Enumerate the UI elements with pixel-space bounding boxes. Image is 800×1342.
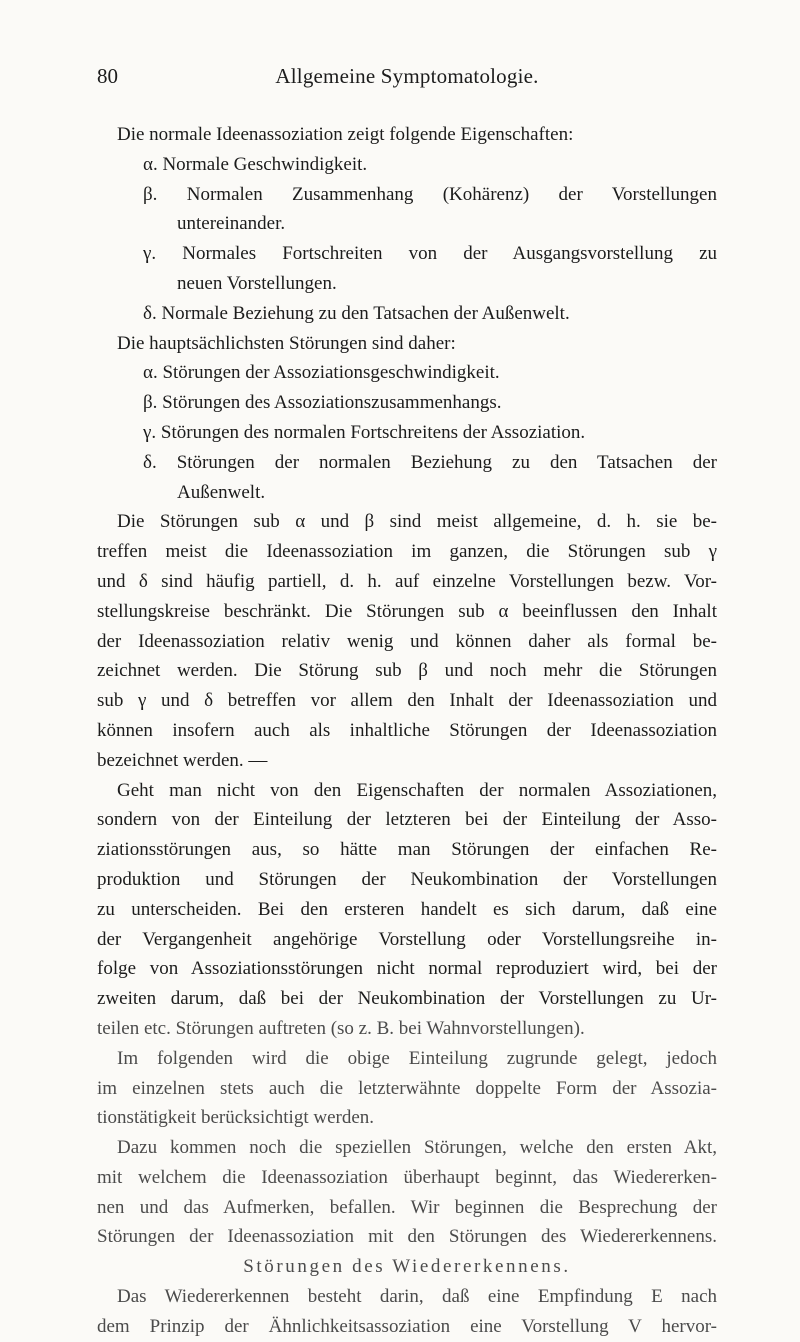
text-line: zu unterscheiden. Bei den ersteren handelt es sich darum, daß eine	[97, 898, 717, 920]
text-line: Die Störungen sub α und β sind meist allgemeine, d. h. sie be-	[117, 511, 717, 533]
text-line: Störungen der Ideenassoziation mit den Störungen des Wiedererkennens.	[97, 1226, 717, 1248]
text-line: nen und das Aufmerken, befallen. Wir beginnen die Besprechung der	[97, 1196, 717, 1218]
text-line: bezeichnet werden. —	[97, 749, 268, 771]
running-title: Allgemeine Symptomatologie.	[275, 64, 539, 88]
page-number: 80	[97, 64, 118, 88]
text-line: der Vergangenheit angehörige Vorstellung oder Vorstellungsreihe in-	[97, 928, 717, 950]
text-line: sondern von der Einteilung der letzteren bei der Einteilung der Asso-	[97, 809, 717, 831]
text-line: der Ideenassoziation relativ wenig und können daher als formal be-	[97, 630, 717, 652]
text-line: und δ sind häufig partiell, d. h. auf einzelne Vorstellungen bezw. Vor-	[97, 570, 717, 592]
section-heading: Störungen des Wiedererkennens.	[243, 1256, 571, 1278]
text-line: untereinander.	[177, 213, 286, 235]
text-line: treffen meist die Ideenassoziation im ganzen, die Störungen sub γ	[97, 541, 717, 563]
list-item-beta: β. Normalen Zusammenhang (Kohärenz) der Vorstellungen	[143, 183, 717, 205]
list-item-gamma: γ. Normales Fortschreiten von der Ausgangsvorstellung zu	[143, 243, 717, 265]
text-line: Dazu kommen noch die speziellen Störungen, welche den ersten Akt,	[117, 1137, 717, 1159]
text-line: zweiten darum, daß bei der Neukombination der Vorstellungen zu Ur-	[97, 988, 717, 1010]
list-item-gamma: γ. Störungen des normalen Fortschreitens der Assoziation.	[143, 421, 586, 443]
text-line: tionstätigkeit berücksichtigt werden.	[97, 1107, 375, 1129]
list-item-delta: δ. Störungen der normalen Beziehung zu den Tatsachen der	[143, 451, 717, 473]
list-item-beta: β. Störungen des Assoziationszusammenhangs.	[143, 392, 502, 414]
text-line: stellungskreise beschränkt. Die Störungen sub α beeinflussen den Inhalt	[97, 600, 717, 622]
page-body	[97, 120, 717, 1342]
text-line: zeichnet werden. Die Störung sub β und noch mehr die Störungen	[97, 660, 717, 682]
list-item-delta: δ. Normale Beziehung zu den Tatsachen der Außenwelt.	[143, 302, 570, 324]
text-line: sub γ und δ betreffen vor allem den Inhalt der Ideenassoziation und	[97, 690, 717, 712]
text-line: Die hauptsächlichsten Störungen sind daher:	[117, 332, 456, 354]
list-item-alpha: α. Normale Geschwindigkeit.	[143, 153, 368, 175]
text-line: Außenwelt.	[177, 481, 266, 503]
text-line: mit welchem die Ideenassoziation überhaupt beginnt, das Wiedererken-	[97, 1166, 717, 1188]
text-line: können insofern auch als inhaltliche Störungen der Ideenassoziation	[97, 719, 717, 741]
text-line: Das Wiedererkennen besteht darin, daß eine Empfindung E nach	[117, 1286, 717, 1308]
text-line: teilen etc. Störungen auftreten (so z. B. bei Wahnvorstellungen).	[97, 1017, 585, 1039]
text-line: folge von Assoziationsstörungen nicht normal reproduziert wird, bei der	[97, 958, 717, 980]
text-line: dem Prinzip der Ähnlichkeitsassoziation eine Vorstellung V hervor-	[97, 1315, 717, 1337]
text-line: Geht man nicht von den Eigenschaften der normalen Assoziationen,	[117, 779, 717, 801]
text-line: Im folgenden wird die obige Einteilung zugrunde gelegt, jedoch	[117, 1047, 717, 1069]
text-line: neuen Vorstellungen.	[177, 272, 337, 294]
list-item-alpha: α. Störungen der Assoziationsgeschwindigkeit.	[143, 362, 500, 384]
text-line: Die normale Ideenassoziation zeigt folgende Eigenschaften:	[117, 124, 574, 145]
text-line: produktion und Störungen der Neukombination der Vorstellungen	[97, 868, 717, 890]
text-line: ziationsstörungen aus, so hätte man Störungen der einfachen Re-	[97, 839, 717, 861]
text-line: im einzelnen stets auch die letzterwähnte doppelte Form der Assozia-	[97, 1077, 717, 1099]
